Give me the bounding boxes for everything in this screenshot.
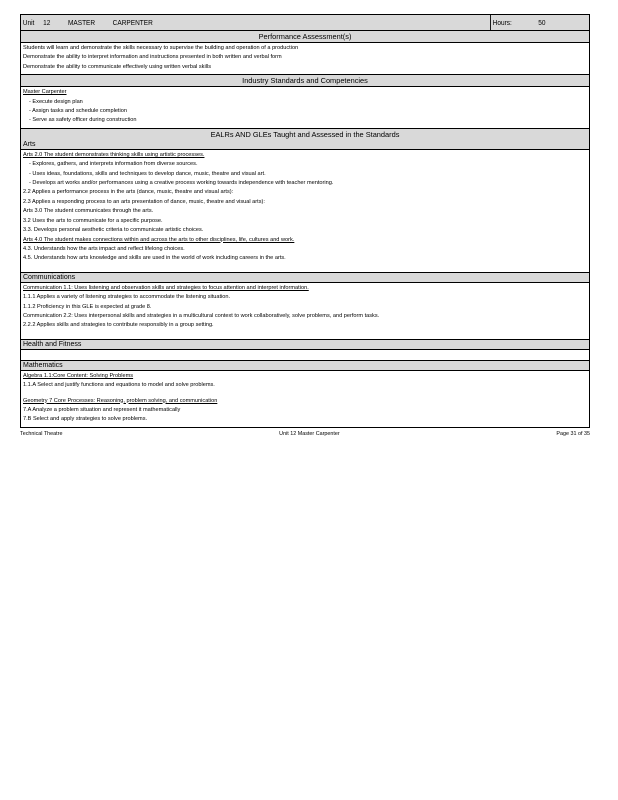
arts-line: Arts 4.0 The student makes connections within and across the arts to other disciplines, life, cultures and work. [23,236,295,243]
arts-line: 4.5. Understands how arts knowledge and skills are used in the world of work including careers in the arts. [23,255,286,262]
arts-line: Arts 3.0 The student communicates through the arts. [23,208,154,215]
unit-number: 12 [43,18,51,27]
unit-label: Unit [22,18,35,27]
arts-line: Arts 2.0 The student demonstrates thinking skills using artistic processes. [23,151,205,158]
hours-cell [490,15,577,30]
communications-line: 1.1.2 Proficiency in this GLE is expected at grade 8. [23,303,152,310]
arts-line: - Explores, gathers, and interprets information from diverse sources. [29,161,198,168]
unit-title-part1: MASTER [67,18,96,27]
performance-line: Students will learn and demonstrate the skills necessary to supervise the building and operation of a production [23,45,299,51]
industry-item: - Execute design plan [29,98,83,105]
math-line: Algebra 1.1:Core Content: Solving Problems [23,372,134,379]
industry-standards-body [21,87,589,129]
hours-value: 50 [538,18,546,27]
communications-line: 1.1.1 Applies a variety of listening strategies to accommodate the listening situation. [23,294,231,301]
arts-label: Arts [23,140,36,148]
math-line: Geometry 7 Core Processes: Reasoning, problem solving, and communication [23,397,218,404]
footer-center: Unit 12 Master Carpenter [279,430,340,437]
health-fitness-label: Health and Fitness [21,340,589,350]
arts-line: 2.3 Applies a responding process to an arts presentation of dance, music, theatre and visual arts): [23,198,265,205]
unit-header-row [21,15,589,31]
performance-assessment-title: Performance Assessment(s) [21,31,589,43]
industry-item: - Serve as safety officer during construction [29,117,137,124]
footer-left: Technical Theatre [20,430,63,437]
arts-line: - Uses ideas, foundations, skills and techniques to develop dance, music, theatre and visual art. [29,170,266,177]
industry-item: - Assign tasks and schedule completion [29,108,127,115]
arts-line: 3.3. Develops personal aesthetic criteria to communicate artistic choices. [23,227,204,234]
ealrs-title: EALRs AND GLEs Taught and Assessed in the Standards [210,129,400,139]
page-footer [20,431,590,437]
performance-line: Demonstrate the ability to interpret information and instructions presented in both written and verbal form [23,54,282,61]
ealrs-header [21,129,589,150]
arts-line: 3.2 Uses the arts to communicate for a specific purpose. [23,217,163,224]
industry-heading: Master Carpenter [23,89,67,96]
mathematics-label: Mathematics [21,361,589,371]
unit-title [21,15,434,30]
unit-table [20,14,590,428]
communications-line: 2.2.2 Applies skills and strategies to contribute responsibly in a group setting. [23,322,214,329]
arts-line: 4.3. Understands how the arts impact and reflect lifelong choices. [23,245,185,252]
arts-line: - Develops art works and/or performances using a creative process working towards independence with teacher mentoring. [29,180,334,187]
footer-page-number: Page 31 of 35 [556,430,590,437]
hours-label: Hours: [492,18,512,27]
arts-body [21,150,589,273]
communications-body [21,283,589,340]
communications-label: Communications [21,273,589,283]
performance-line: Demonstrate the ability to communicate effectively using written verbal skills [23,63,211,70]
health-fitness-body [21,350,589,361]
math-line: 7.A Analyze a problem situation and represent it mathematically [23,406,181,413]
math-line: 1.1.A Select and justify functions and equations to model and solve problems. [23,382,215,389]
industry-standards-title: Industry Standards and Competencies [21,75,589,87]
math-line: 7.B Select and apply strategies to solve problems. [23,416,148,423]
communications-line: Communication 2.2: Uses interpersonal skills and strategies in a multicultural context to work collaboratively, solve problems, and perform tasks. [23,312,380,319]
document-page [20,14,590,437]
communications-line: Communication 1.1: Uses listening and observation skills and strategies to focus attention and interpret information. [23,284,309,291]
performance-assessment-body [21,43,589,75]
unit-title-part2: CARPENTER [112,18,153,27]
arts-line: 2.2 Applies a performance process in the arts (dance, music, theatre and visual arts): [23,189,234,196]
mathematics-body [21,371,589,427]
